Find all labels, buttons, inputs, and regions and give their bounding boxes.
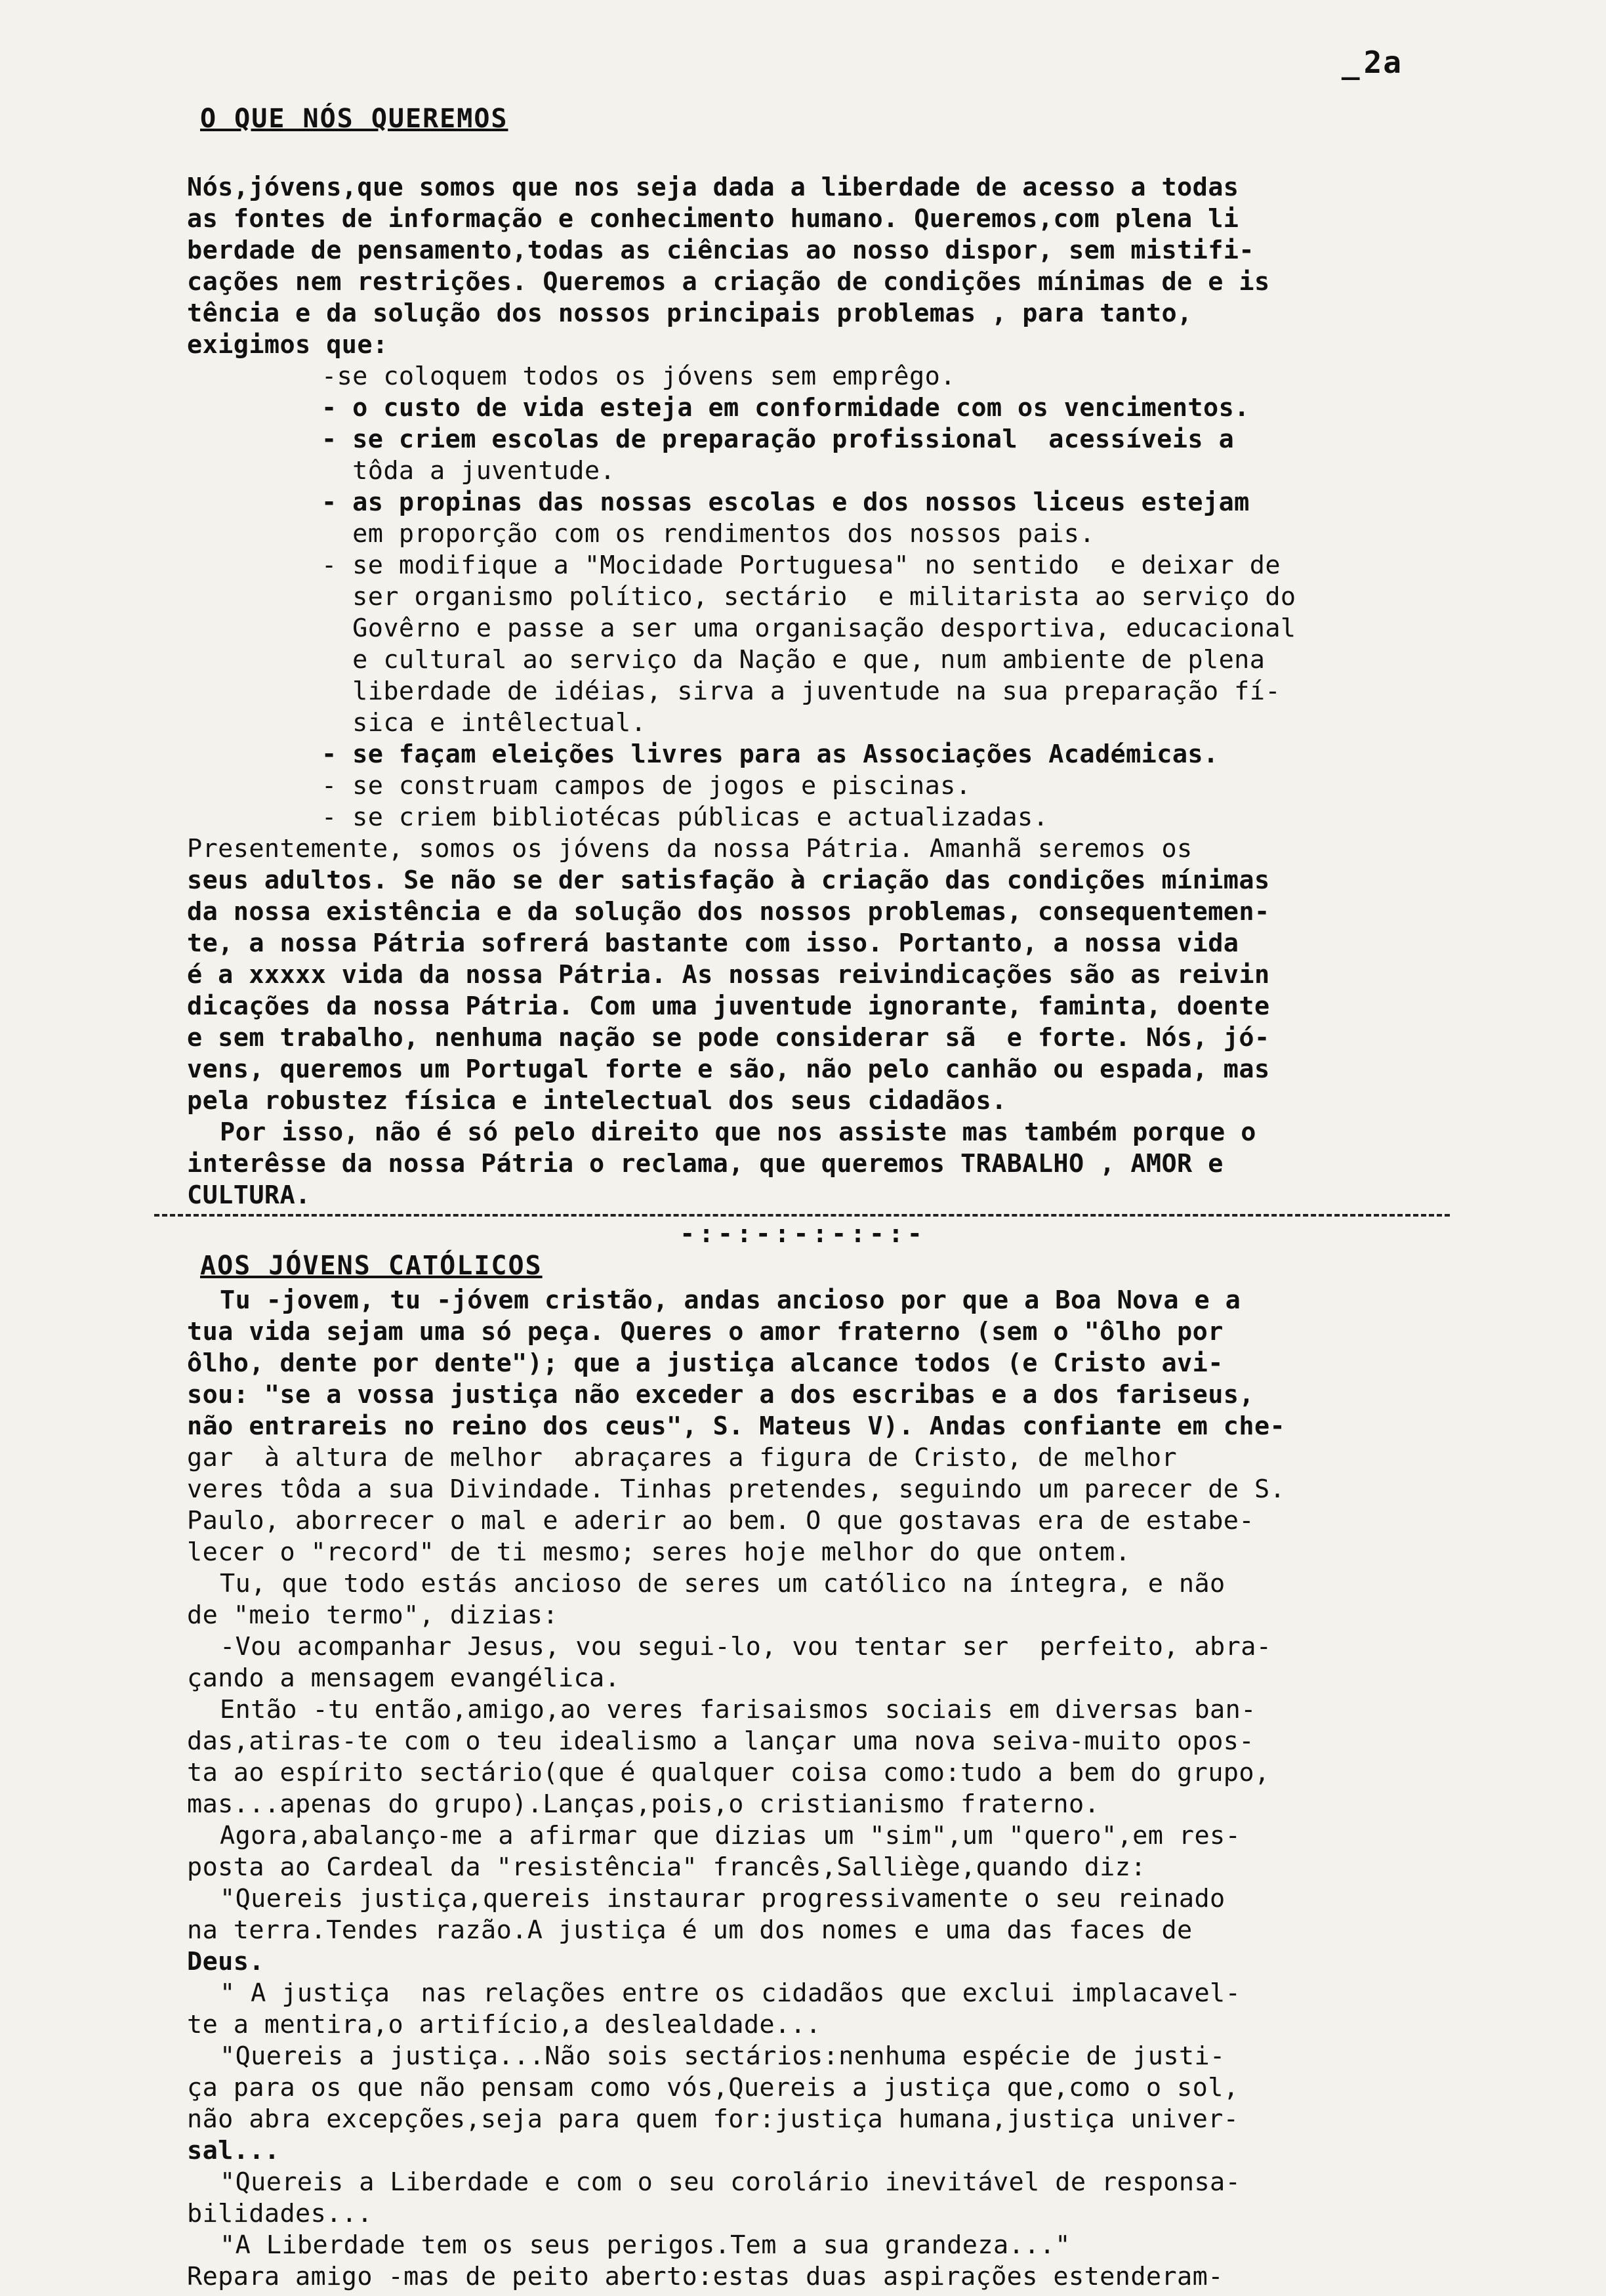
list-item: sica e intêlectual. — [321, 708, 647, 738]
text-line: na terra.Tendes razão.A justiça é um dos nomes e uma das faces de — [187, 1915, 1193, 1945]
section-heading-what-we-want: O QUE NÓS QUEREMOS — [200, 104, 508, 134]
text-line: Tu -jovem, tu -jóvem cristão, andas ancioso por que a Boa Nova e a — [220, 1285, 1241, 1315]
page-number: _ 2a — [1342, 45, 1403, 80]
dashed-divider — [154, 1214, 1450, 1217]
list-item: e cultural ao serviço da Nação e que, num ambiente de plena — [321, 645, 1266, 675]
list-item: - se modifique a "Mocidade Portuguesa" no sentido e deixar de — [321, 551, 1281, 580]
text-line: sal... — [187, 2136, 280, 2165]
text-line: é a xxxxx vida da nossa Pátria. As nossas reivindicações são as reivin — [187, 960, 1270, 990]
text-line: ôlho, dente por dente"); que a justiça alcance todos (e Cristo avi- — [187, 1348, 1224, 1378]
list-item: -se coloquem todos os jóvens sem emprêgo. — [321, 362, 956, 391]
text-line: te a mentira,o artifício,a deslealdade... — [187, 2010, 821, 2039]
text-line: "Quereis a justiça...Não sois sectários:nenhuma espécie de justi- — [220, 2041, 1225, 2071]
text-line: não entrareis no reino dos ceus", S. Mateus V). Andas confiante em che- — [187, 1411, 1286, 1441]
list-item: - o custo de vida esteja em conformidade com os vencimentos. — [321, 393, 1250, 423]
text-line: -Vou acompanhar Jesus, vou segui-lo, vou tentar ser perfeito, abra- — [220, 1632, 1272, 1661]
list-item: - as propinas das nossas escolas e dos nossos liceus estejam — [321, 488, 1250, 517]
separator-ornament: -:-:-:-:-:-:- — [680, 1219, 926, 1248]
text-line: Agora,abalanço-me a afirmar que dizias um "sim",um "quero",em res- — [220, 1821, 1241, 1850]
text-line: Deus. — [187, 1947, 264, 1976]
text-line: " A justiça nas relações entre os cidadãos que exclui implacavel- — [220, 1978, 1241, 2008]
list-item: - se façam eleições livres para as Associações Académicas. — [321, 740, 1219, 769]
list-item: ser organismo político, sectário e militarista ao serviço do — [321, 582, 1296, 612]
text-line: çando a mensagem evangélica. — [187, 1663, 621, 1693]
text-line: Paulo, aborrecer o mal e aderir ao bem. O que gostavas era de estabe- — [187, 1506, 1254, 1535]
text-line: CULTURA. — [187, 1180, 311, 1210]
text-line: tua vida sejam uma só peça. Queres o amor fraterno (sem o "ôlho por — [187, 1317, 1224, 1346]
text-line: lecer o "record" de ti mesmo; seres hoje melhor do que ontem. — [187, 1537, 1131, 1567]
text-line: bilidades... — [187, 2199, 373, 2228]
text-line: ça para os que não pensam como vós,Quereis a justiça que,como o sol, — [187, 2073, 1239, 2102]
text-line: "Quereis justiça,quereis instaurar progressivamente o seu reinado — [220, 1884, 1225, 1913]
text-line: gar à altura de melhor abraçares a figura de Cristo, de melhor — [187, 1443, 1178, 1472]
list-item: - se criem bibliotécas públicas e actualizadas. — [321, 803, 1049, 832]
text-line: Então -tu então,amigo,ao veres farisaismos sociais em diversas ban- — [220, 1695, 1256, 1724]
text-line: "Quereis a Liberdade e com o seu corolário inevitável de responsa- — [220, 2167, 1241, 2197]
text-line: as fontes de informação e conhecimento humano. Queremos,com plena li — [187, 204, 1239, 234]
section-heading-to-catholic-youth: AOS JÓVENS CATÓLICOS — [200, 1251, 543, 1281]
text-line: tência e da solução dos nossos principais problemas , para tanto, — [187, 299, 1193, 328]
text-line: cações nem restrições. Queremos a criação de condições mínimas de e is — [187, 267, 1270, 297]
section-body-to-catholic-youth — [187, 1285, 1447, 2293]
text-line: Por isso, não é só pelo direito que nos assiste mas também porque o — [220, 1117, 1256, 1147]
text-line: veres tôda a sua Divindade. Tinhas pretendes, seguindo um parecer de S. — [187, 1474, 1286, 1504]
text-line: de "meio termo", dizias: — [187, 1600, 558, 1630]
text-line: Repara amigo -mas de peito aberto:estas duas aspirações estenderam- — [187, 2262, 1224, 2291]
text-line: vens, queremos um Portugal forte e são, não pelo canhão ou espada, mas — [187, 1054, 1270, 1084]
text-line: interêsse da nossa Pátria o reclama, que queremos TRABALHO , AMOR e — [187, 1149, 1224, 1179]
text-line: exigimos que: — [187, 330, 388, 360]
text-line: Tu, que todo estás ancioso de seres um católico na íntegra, e não — [220, 1569, 1225, 1598]
list-item: tôda a juventude. — [321, 456, 616, 486]
text-line: mas...apenas do grupo).Lanças,pois,o cristianismo fraterno. — [187, 1789, 1100, 1819]
list-item: liberdade de idéias, sirva a juventude na sua preparação fí- — [321, 677, 1281, 706]
text-line: da nossa existência e da solução dos nossos problemas, consequentemen- — [187, 897, 1270, 927]
text-line: te, a nossa Pátria sofrerá bastante com isso. Portanto, a nossa vida — [187, 929, 1239, 958]
text-line: das,atiras-te com o teu idealismo a lançar uma nova seiva-muito opos- — [187, 1726, 1254, 1756]
text-line: e sem trabalho, nenhuma nação se pode considerar sã e forte. Nós, jó- — [187, 1023, 1270, 1053]
text-line: Nós,jóvens,que somos que nos seja dada a liberdade de acesso a todas — [187, 173, 1239, 202]
text-line: seus adultos. Se não se der satisfação à criação das condições mínimas — [187, 866, 1270, 895]
text-line: pela robustez física e intelectual dos seus cidadãos. — [187, 1086, 1007, 1116]
list-item: em proporção com os rendimentos dos nossos pais. — [321, 519, 1095, 549]
text-line: não abra excepções,seja para quem for:justiça humana,justiça univer- — [187, 2104, 1239, 2134]
text-line: "A Liberdade tem os seus perigos.Tem a sua grandeza..." — [220, 2230, 1071, 2260]
text-line: berdade de pensamento,todas as ciências ao nosso dispor, sem mistifi- — [187, 236, 1254, 265]
text-line: ta ao espírito sectário(que é qualquer coisa como:tudo a bem do grupo, — [187, 1758, 1270, 1787]
text-line: dicações da nossa Pátria. Com uma juventude ignorante, faminta, doente — [187, 991, 1270, 1021]
text-line: posta ao Cardeal da "resistência" francês,Salliège,quando diz: — [187, 1852, 1146, 1882]
text-line: sou: "se a vossa justiça não exceder a dos escribas e a dos fariseus, — [187, 1380, 1254, 1409]
section-body-what-we-want — [187, 172, 1447, 1211]
list-item: - se criem escolas de preparação profissional acessíveis a — [321, 425, 1235, 454]
list-item: Govêrno e passe a ser uma organisação desportiva, educacional — [321, 614, 1296, 643]
list-item: - se construam campos de jogos e piscinas. — [321, 771, 972, 801]
text-line: Presentemente, somos os jóvens da nossa Pátria. Amanhã seremos os — [187, 834, 1193, 864]
